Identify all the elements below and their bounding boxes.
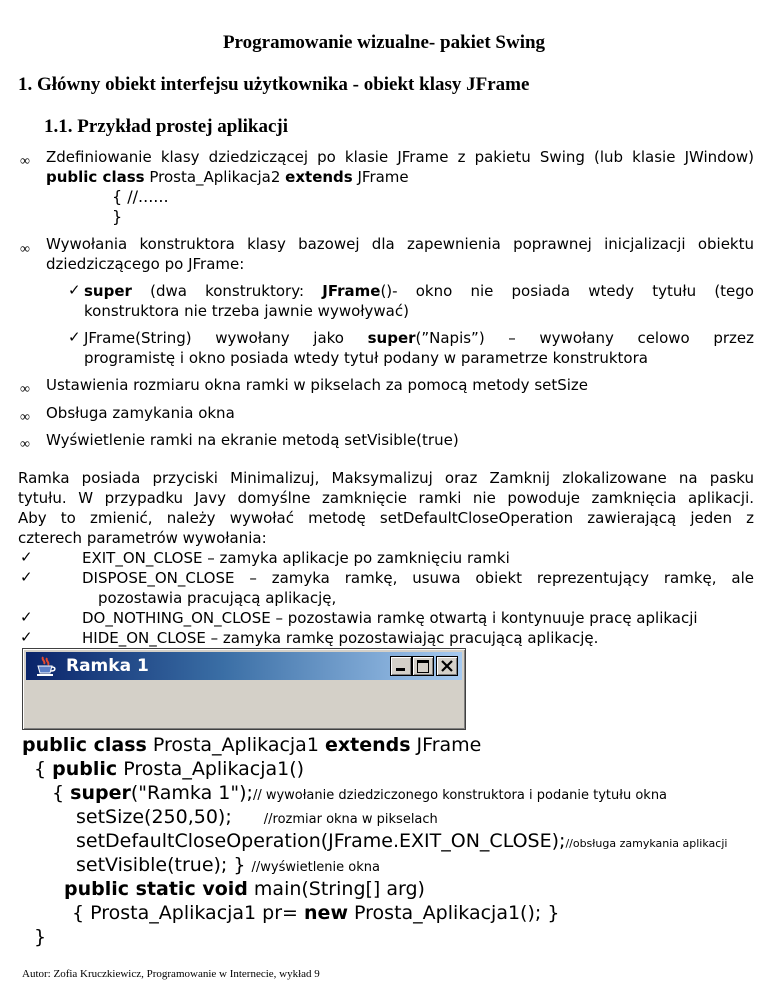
bullet-5-text: Wyświetlenie ramki na ekranie metodą setVisible(true) — [46, 431, 459, 449]
class-name: Prosta_Aplikacja2 — [144, 168, 286, 186]
code-line-7 — [64, 877, 425, 901]
close-button[interactable] — [436, 656, 458, 676]
code-text: setSize(250,50); — [76, 806, 232, 828]
paragraph-line: Aby to zmienić, należy wywołać metodę setDefaultCloseOperation zawierającą jeden z — [18, 509, 754, 527]
code-line-1 — [22, 733, 481, 757]
paragraph-line: tytułu. W przypadku Javy domyślne zamknięcie ramki nie powoduje zamknięcia aplikacji. — [18, 489, 754, 507]
code-line-5 — [76, 829, 727, 856]
subpoint-1-text — [84, 281, 754, 301]
check-icon: ✓ — [20, 628, 33, 646]
subpoint-2-text — [84, 328, 754, 348]
close-icon — [441, 660, 453, 672]
bullet-1-body-close: } — [112, 207, 123, 226]
paragraph-line: czterech parametrów wywołania: — [18, 529, 267, 547]
option-exit-on-close: EXIT_ON_CLOSE – zamyka aplikacje po zamknięciu ramki — [82, 549, 510, 567]
keyword: super — [367, 329, 416, 347]
keyword: super — [70, 782, 131, 804]
keyword: public class — [22, 734, 147, 756]
bullet-marker: ∞ — [20, 382, 30, 397]
code-comment: // wywołanie dziedziczonego konstruktora i podanie tytułu okna — [252, 788, 668, 803]
section-heading-1: 1. Główny obiekt interfejsu użytkownika - obiekt klasy JFrame — [18, 74, 530, 95]
code-line-3 — [52, 781, 667, 808]
keyword: new — [304, 902, 348, 924]
bullet-1-code — [46, 167, 409, 187]
keyword: super — [84, 282, 132, 300]
page-title: Programowanie wizualne- pakiet Swing — [222, 32, 546, 53]
code-text: ("Ramka 1"); — [130, 782, 253, 804]
subpoint-2-text-cont: programistę i okno posiada wtedy tytuł podany w parametrze konstruktora — [84, 349, 648, 367]
bullet-1-text: Zdefiniowanie klasy dziedziczącej po klasie JFrame z pakietu Swing (lub klasie JWindow) — [46, 148, 754, 166]
bullet-2-text: Wywołania konstruktora klasy bazowej dla zapewnienia poprawnej inicjalizacji obiektu — [46, 235, 754, 253]
section-heading-1-1: 1.1. Przykład prostej aplikacji — [44, 116, 289, 137]
frame-window-screenshot — [22, 648, 466, 730]
bullet-marker: ∞ — [20, 242, 30, 257]
bullet-4-text: Obsługa zamykania okna — [46, 404, 235, 422]
bullet-3-text: Ustawienia rozmiaru okna ramki w pikselach za pomocą metody setSize — [46, 376, 589, 394]
keyword: public class — [46, 168, 145, 186]
keyword: extends — [324, 734, 411, 756]
bullet-marker: ∞ — [20, 410, 30, 425]
base-class: JFrame — [352, 168, 409, 186]
code-line-4 — [76, 805, 438, 832]
check-icon: ✓ — [68, 281, 81, 299]
code-comment: //obsługa zamykania aplikacji — [565, 837, 728, 850]
check-icon: ✓ — [20, 608, 33, 626]
bullet-2-text-cont: dziedziczącego po JFrame: — [46, 255, 245, 273]
keyword: public — [52, 758, 118, 780]
minimize-icon — [396, 668, 405, 671]
code-text: JFrame — [410, 734, 482, 756]
option-do-nothing-on-close: DO_NOTHING_ON_CLOSE – pozostawia ramkę otwartą i kontynuuje pracę aplikacji — [82, 609, 698, 627]
option-dispose-on-close: DISPOSE_ON_CLOSE – zamyka ramkę, usuwa obiekt reprezentujący ramkę, ale — [82, 569, 754, 587]
code-line-2 — [34, 757, 304, 781]
code-text: { — [52, 782, 71, 804]
code-text: setVisible(true); } — [76, 854, 252, 876]
bullet-marker: ∞ — [20, 154, 30, 169]
code-comment: //rozmiar okna w pikselach — [263, 812, 438, 827]
code-line-8 — [72, 901, 559, 925]
check-icon: ✓ — [20, 568, 33, 586]
paragraph-line: Ramka posiada przyciski Minimalizuj, Maksymalizuj oraz Zamknij zlokalizowane na pasku — [18, 469, 754, 487]
code-line-6 — [76, 853, 380, 880]
minimize-button[interactable] — [390, 656, 412, 676]
window-title: Ramka 1 — [66, 656, 149, 676]
text-run: (”Napis”) – wywołany celowo przez — [415, 329, 754, 347]
code-text: { Prosta_Aplikacja1 pr= — [72, 902, 305, 924]
bullet-1-body-open: { //...... — [112, 187, 169, 206]
code-text: setDefaultCloseOperation(JFrame.EXIT_ON_CLOSE); — [76, 830, 566, 852]
window-content — [26, 682, 462, 726]
code-text: { — [34, 758, 53, 780]
text-run: (dwa konstruktory: — [131, 282, 323, 300]
code-text: Prosta_Aplikacja1() — [117, 758, 305, 780]
page-footer: Autor: Zofia Kruczkiewicz, Programowanie w Internecie, wykład 9 — [22, 968, 320, 980]
option-hide-on-close: HIDE_ON_CLOSE – zamyka ramkę pozostawiając pracującą aplikację. — [82, 629, 599, 647]
maximize-icon — [417, 660, 429, 673]
bullet-marker: ∞ — [20, 437, 30, 452]
java-cup-icon — [34, 655, 58, 677]
code-line-9: } — [34, 926, 47, 948]
code-text: main(String[] arg) — [247, 878, 425, 900]
maximize-button[interactable] — [412, 656, 434, 676]
code-comment: //wyświetlenie okna — [251, 860, 380, 875]
code-text: Prosta_Aplikacja1(); } — [348, 902, 560, 924]
check-icon: ✓ — [20, 548, 33, 566]
keyword: extends — [285, 168, 353, 186]
code-text: Prosta_Aplikacja1 — [146, 734, 325, 756]
keyword: public static void — [64, 878, 248, 900]
check-icon: ✓ — [68, 328, 81, 346]
option-dispose-on-close-cont: pozostawia pracującą aplikację, — [98, 589, 337, 607]
text-run: ()- okno nie posiada wtedy tytułu (tego — [380, 282, 754, 300]
subpoint-1-text-cont: konstruktora nie trzeba jawnie wywoływać) — [84, 302, 409, 320]
keyword: JFrame — [322, 282, 381, 300]
text-run: JFrame(String) wywołany jako — [84, 329, 368, 347]
window-titlebar — [26, 652, 462, 680]
